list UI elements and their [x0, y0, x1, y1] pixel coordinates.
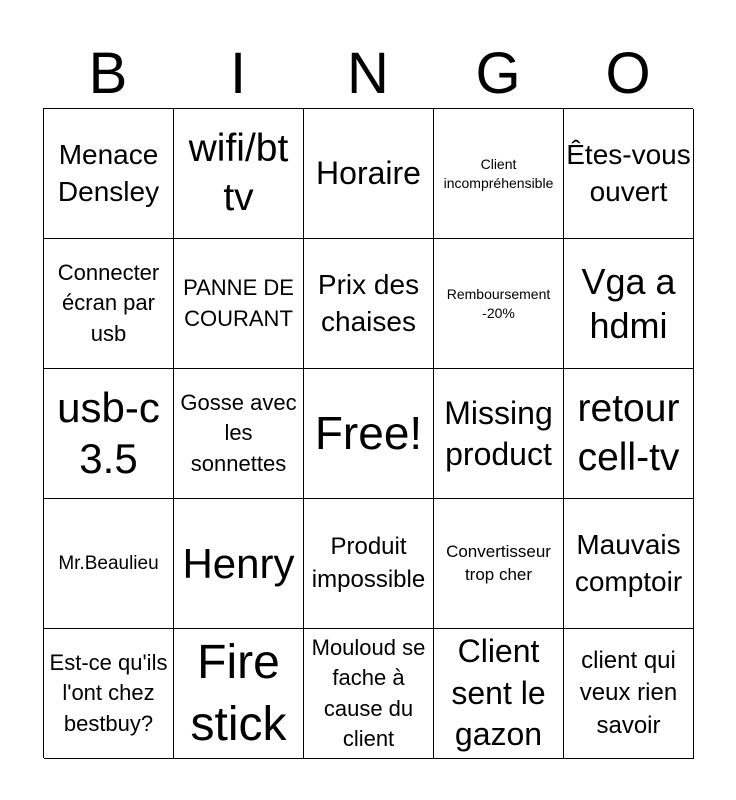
- bingo-cell[interactable]: [434, 239, 564, 369]
- cell-text: Gosse avec les sonnettes: [180, 389, 297, 476]
- cell-text: Connecter écran par usb: [57, 259, 160, 346]
- cell-text: Mouloud se fache à cause du client: [311, 634, 426, 751]
- bingo-cell[interactable]: [434, 369, 564, 499]
- bingo-cell[interactable]: [44, 629, 174, 759]
- bingo-card-grid: [43, 108, 693, 758]
- bingo-cell[interactable]: [44, 109, 174, 239]
- bingo-cell[interactable]: [434, 629, 564, 759]
- cell-text: Client incompréhensible: [443, 156, 554, 191]
- bingo-cell[interactable]: [564, 369, 694, 499]
- bingo-cell[interactable]: [304, 629, 434, 759]
- header-letter-b: B: [88, 41, 128, 106]
- cell-text: client qui veux rien savoir: [579, 646, 678, 739]
- header-letter-g: G: [475, 41, 521, 106]
- cell-text: PANNE DE COURANT: [183, 275, 294, 331]
- cell-text: Remboursement -20%: [446, 286, 551, 321]
- bingo-cell[interactable]: [434, 109, 564, 239]
- header-letter-n: N: [347, 41, 389, 106]
- cell-text: wifi/bt tv: [188, 126, 289, 219]
- bingo-cell[interactable]: [174, 499, 304, 629]
- cell-text: retour cell-tv: [577, 386, 680, 479]
- bingo-cell[interactable]: [564, 109, 694, 239]
- bingo-cell[interactable]: [564, 629, 694, 759]
- bingo-cell[interactable]: [44, 239, 174, 369]
- cell-text: Mr.Beaulieu: [58, 552, 159, 574]
- cell-text: Missing product: [444, 394, 553, 472]
- bingo-cell[interactable]: [304, 109, 434, 239]
- bingo-cell[interactable]: [174, 109, 304, 239]
- cell-text: Free!: [314, 406, 423, 459]
- cell-text: Fire stick: [190, 636, 287, 751]
- bingo-cell[interactable]: [564, 239, 694, 369]
- cell-text: Vga a hdmi: [581, 261, 676, 346]
- cell-text: Horaire: [316, 154, 421, 191]
- bingo-header: [43, 40, 693, 108]
- bingo-cell[interactable]: [174, 629, 304, 759]
- bingo-cell[interactable]: [304, 369, 434, 499]
- cell-text: Êtes-vous ouvert: [566, 139, 691, 207]
- bingo-cell[interactable]: [564, 499, 694, 629]
- cell-text: Est-ce qu'ils l'ont chez bestbuy?: [49, 649, 168, 736]
- bingo-cell[interactable]: [434, 499, 564, 629]
- bingo-cell[interactable]: [304, 239, 434, 369]
- bingo-cell[interactable]: [44, 369, 174, 499]
- bingo-cell[interactable]: [304, 499, 434, 629]
- bingo-cell[interactable]: [44, 499, 174, 629]
- cell-text: Client sent le gazon: [451, 633, 546, 753]
- cell-text: Produit impossible: [311, 533, 426, 593]
- header-letter-i: I: [229, 41, 247, 106]
- bingo-cell[interactable]: [174, 369, 304, 499]
- cell-text: usb-c 3.5: [57, 384, 160, 482]
- bingo-cell[interactable]: [174, 239, 304, 369]
- cell-text: Menace Densley: [57, 139, 160, 207]
- header-letter-o: O: [605, 41, 651, 106]
- cell-text: Prix des chaises: [317, 269, 420, 337]
- cell-text: Henry: [182, 539, 295, 587]
- cell-text: Convertisseur trop cher: [446, 542, 551, 584]
- cell-text: Mauvais comptoir: [574, 529, 683, 597]
